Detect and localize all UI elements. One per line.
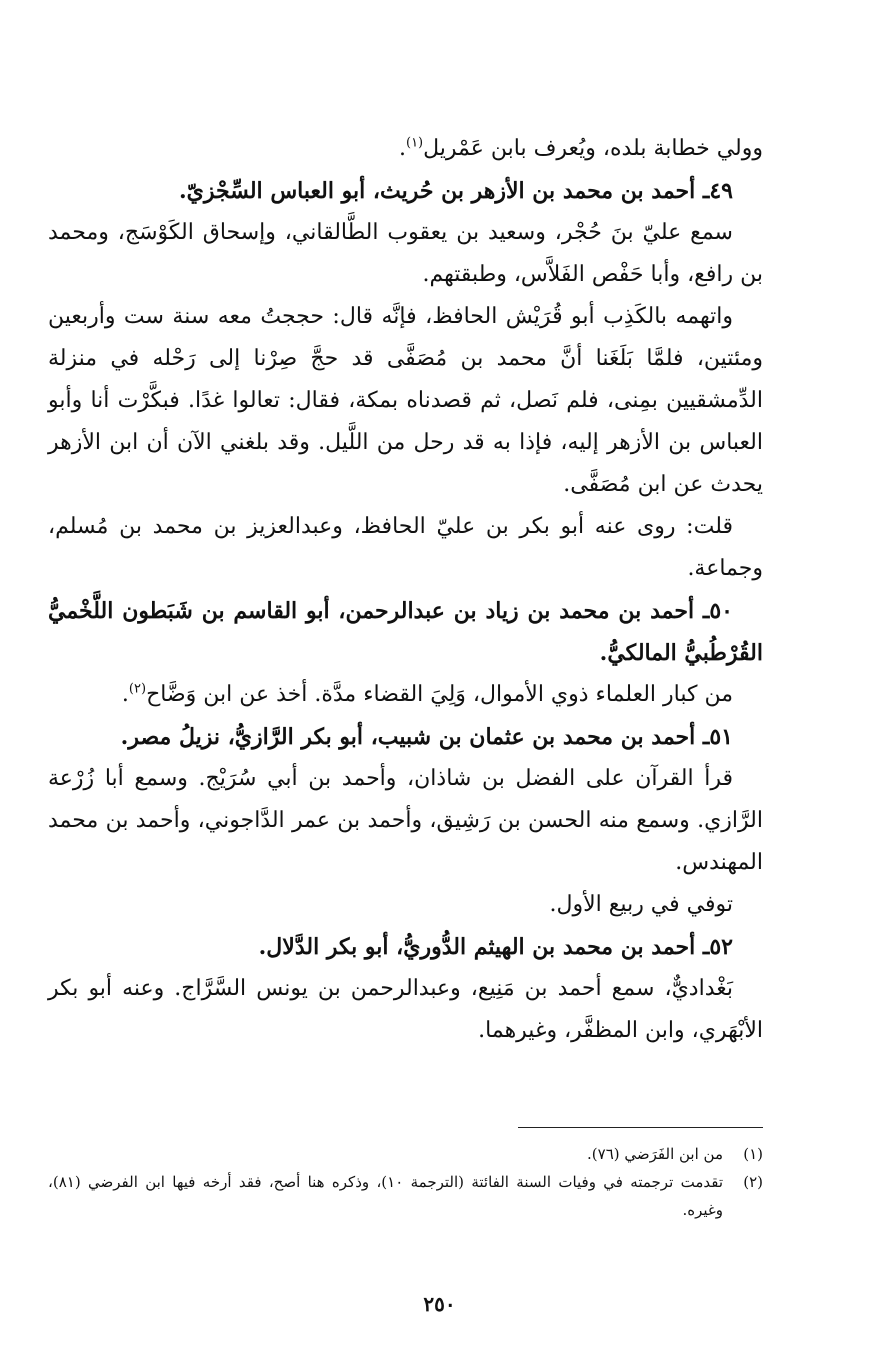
paragraph-end: .: [398, 136, 406, 161]
entry-49-paragraph-3: قلت: روى عنه أبو بكر بن عليّ الحافظ، وعبدالعزيز بن محمد بن مُسلم، وجماعة.: [48, 514, 763, 581]
entry-52-heading: ٥٢ـ أحمد بن محمد بن الهيثم الدُّوريُّ، أبو بكر الدَّلال.: [258, 934, 733, 960]
footnote-number: (١): [743, 1145, 763, 1163]
entry-49-heading: ٤٩ـ أحمد بن محمد بن الأزهر بن حُريث، أبو العباس السِّجْزيّ.: [179, 178, 733, 204]
main-text: [48, 128, 763, 1052]
entry-49-paragraph-2: واتهمه بالكَذِب أبو قُرَيْش الحافظ، فإنَّه قال: حججتُ معه سنة ست وأربعين ومئتين، فلمَّا بَلَغَنا أنَّ محمد بن مُصَفَّى قد حجَّ صِرْنا إلى رَحْله في منزلة الدِّمشقيين بمِنى، فلم نَصل، ثم قصدناه بمكة، فقال: تعالوا غدًا. فبكَّرْت أنا وأبو العباس بن الأزهر إليه، فإذا به قد رحل من اللَّيل. وقد بلغني الآن أن ابن الأزهر يحدث عن ابن مُصَفَّى.: [48, 304, 763, 497]
footnote-ref-1: (١): [405, 135, 424, 151]
paragraph-end: .: [121, 682, 129, 707]
page-number: ٢٥٠: [423, 1292, 456, 1316]
entry-51-paragraph-2: توفي في ربيع الأول.: [549, 892, 733, 917]
footnote-divider: [518, 1127, 763, 1128]
continuation-paragraph: [48, 128, 763, 170]
entry-52-paragraph-1: بَغْداديٌّ، سمع أحمد بن مَنِيع، وعبدالرحمن بن يونس السَّرَّاج. وعنه أبو بكر الأبْهَري، وابن المظفَّر، وغيرهما.: [48, 976, 763, 1043]
entry-50-paragraph-1: [48, 674, 763, 716]
footnote-number: (٢): [743, 1173, 763, 1191]
entry-49-paragraph-1: سمع عليّ بنَ حُجْر، وسعيد بن يعقوب الطَّالقاني، وإسحاق الكَوْسَج، ومحمد بن رافع، وأبا حَفْص الفَلاَّس، وطبقتهم.: [48, 220, 763, 287]
footnote-1: [48, 1140, 763, 1168]
entry-50-heading: ٥٠ـ أحمد بن محمد بن زياد بن عبدالرحمن، أبو القاسم بن شَبَطون اللَّخْميُّ القُرْطُبيُّ المالكيُّ.: [48, 598, 763, 666]
footnotes: [48, 1140, 763, 1224]
footnote-text: تقدمت ترجمته في وفيات السنة الفائتة (الترجمة ١٠)، وذكره هنا أصح، فقد أرخه فيها ابن الفرضي (٨١)، وغيره.: [48, 1173, 723, 1219]
footnote-text: من ابن الفَرَضي (٧٦).: [587, 1145, 723, 1163]
entry-51-heading: ٥١ـ أحمد بن محمد بن عثمان بن شبيب، أبو بكر الرَّازيُّ، نزيلُ مصر.: [120, 724, 733, 750]
footnote-2: [48, 1168, 763, 1224]
entry-51-paragraph-1: قرأ القرآن على الفضل بن شاذان، وأحمد بن أبي سُرَيْج. وسمع أبا زُرْعة الرَّازي. وسمع منه الحسن بن رَشِيق، وأحمد بن عمر الدَّاجوني، وأحمد بن محمد المهندس.: [48, 766, 763, 875]
paragraph-text: وولي خطابة بلده، ويُعرف بابن عَمْريل: [423, 136, 763, 161]
footnote-ref-2: (٢): [128, 681, 147, 697]
paragraph-text: من كبار العلماء ذوي الأموال، وَلِيَ القضاء مدَّة. أخذ عن ابن وَضَّاح: [146, 682, 733, 707]
